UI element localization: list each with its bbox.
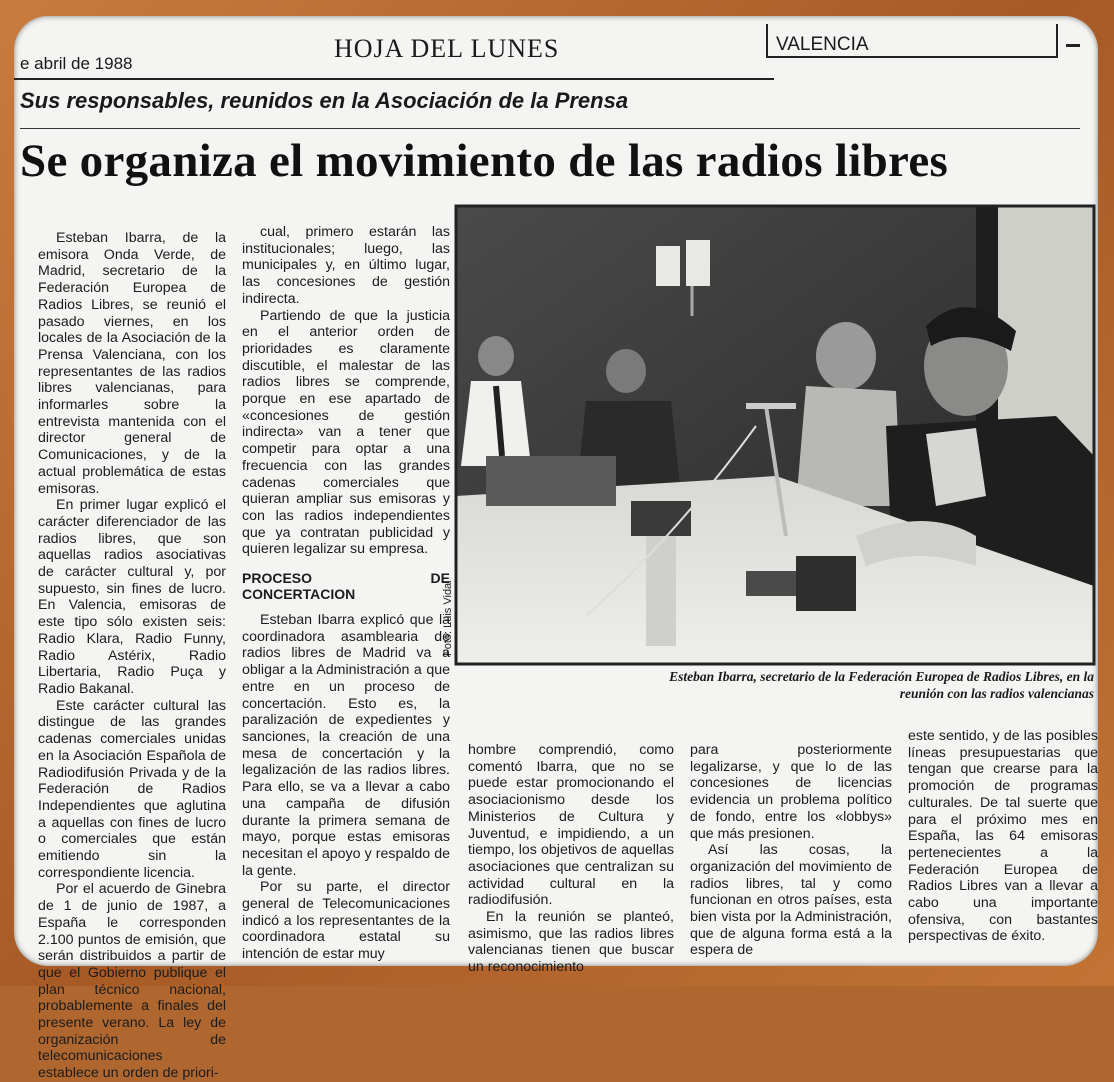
- paragraph: En primer lugar explicó el carácter diferenciador de las radios libres, que son aquellas radios asociativas de carácter cultural y, por supuesto, sin fines de lucro. En Valencia, emisoras de este tipo sólo existen seis: Radio Klara, Radio Funny, Radio Astérix, Radio Libertaria, Radio Puça y Radio Bakanal.: [38, 497, 226, 697]
- photo-credit: Foto: Luis Vidal: [442, 580, 454, 656]
- paragraph: Por el acuerdo de Ginebra de 1 de junio de 1987, a España le corresponden 2.100 puntos de emisión, que serán distribuidos a partir de que el Gobierno publique el plan técnico nacional, probablemente a finales del presente verano. La ley de organización de telecomunicaciones establece un orden de priori-: [38, 881, 226, 1082]
- article-column-2: [242, 224, 450, 966]
- newspaper-clipping: [14, 16, 1098, 1082]
- masthead-dash: [1066, 44, 1080, 47]
- kicker-rule: [20, 128, 1080, 129]
- article-column-3: [468, 742, 674, 976]
- paragraph: hombre comprendió, como comentó Ibarra, que no se puede estar promocionando el asociacionismo desde los Ministerios de Cultura y Juventud, e impidiendo, a un tiempo, los objetivos de aquellas asociaciones que centralizan su actividad cultural en la radiodifusión.: [468, 742, 674, 909]
- subheading: PROCESO DE CONCERTACION: [242, 570, 450, 603]
- article-headline: Se organiza el movimiento de las radios libres: [20, 135, 949, 187]
- article-column-4: [690, 742, 892, 966]
- paragraph: Así las cosas, la organización del movimiento de radios libres, tal y como funcionan en otros países, esta bien vista por la Administración, que de alguna forma está a la espera de: [690, 842, 892, 959]
- newspaper-name: HOJA DEL LUNES: [334, 34, 560, 63]
- paragraph: cual, primero estarán las institucionales; luego, las municipales y, en último lugar, las concesiones de gestión indirecta.: [242, 224, 450, 307]
- paragraph: Partiendo de que la justicia en el anterior orden de prioridades es claramente discutible, el malestar de las radios libres se comprende, porque en ese apartado de «concesiones de gestión indirecta» van a tener que competir para optar a una frecuencia con las grandes cadenas comerciales que quieran ampliar sus emisoras y con las radios independientes que ya contratan publicidad y quieren legalizar su empresa.: [242, 307, 450, 558]
- paragraph: Esteban Ibarra explicó que la coordinadora asamblearia de radios libres de Madrid va a obligar a la Administración a que entre en un proceso de concertación. Esto es, la paralización de expedientes y sanciones, la creación de una mesa de concertación y la legalización de las radios libres. Para ello, se va a llevar a cabo una campaña de difusión durante la primera semana de mayo, porque estas emisoras necesitan el apoyo y respaldo de la gente.: [242, 612, 450, 879]
- paragraph: En la reunión se planteó, asimismo, que las radios libres valencianas tienen que buscar un reconocimiento: [468, 909, 674, 976]
- paragraph: Este carácter cultural las distingue de las grandes cadenas comerciales unidas en la Asociación Española de Radiodifusión Privada y de la Federación de Radios Independientes que aglutina a aquellas con fines de lucro o comerciales que están emitiendo sin la correspondiente licencia.: [38, 697, 226, 881]
- article-column-1: [38, 230, 226, 1082]
- issue-date: e abril de 1988: [20, 54, 133, 73]
- paragraph: Por su parte, el director general de Telecomunicaciones indicó a los representantes de la coordinadora estatal su intención de estar muy: [242, 879, 450, 963]
- photo-caption: Esteban Ibarra, secretario de la Federación Europea de Radios Libres, en la reunión con las radios valencianas: [669, 669, 1094, 701]
- paragraph: para posteriormente legalizarse, y que lo de las concesiones de licencias evidencia un problema político de fondo, entre los «lobbys» que más presionen.: [690, 742, 892, 842]
- article-kicker: Sus responsables, reunidos en la Asociación de la Prensa: [20, 88, 629, 113]
- paragraph: Esteban Ibarra, de la emisora Onda Verde, de Madrid, secretario de la Federación Europea de Radios Libres, se reunió el pasado viernes, en los locales de la Asociación de la Prensa Valenciana, con los representantes de las radios libres valencianas, para informarles sobre la entrevista mantenida con el director general de Comunicaciones, y de la actual problemática de estas emisoras.: [38, 230, 226, 497]
- section-city: VALENCIA: [766, 24, 1058, 58]
- paragraph: este sentido, y de las posibles líneas presupuestarias que tengan que crearse para la promoción de programas culturales. De tal suerte que para el próximo mes en España, las 64 emisoras pertenecientes a la Federación Europea de Radios Libres van a llevar a cabo una importante ofensiva, con bastantes perspectivas de éxito.: [908, 728, 1098, 945]
- meeting-photo: [456, 206, 1094, 664]
- photo-illustration: [456, 206, 1094, 664]
- masthead-rule: [14, 78, 774, 80]
- article-column-5: [908, 728, 1098, 966]
